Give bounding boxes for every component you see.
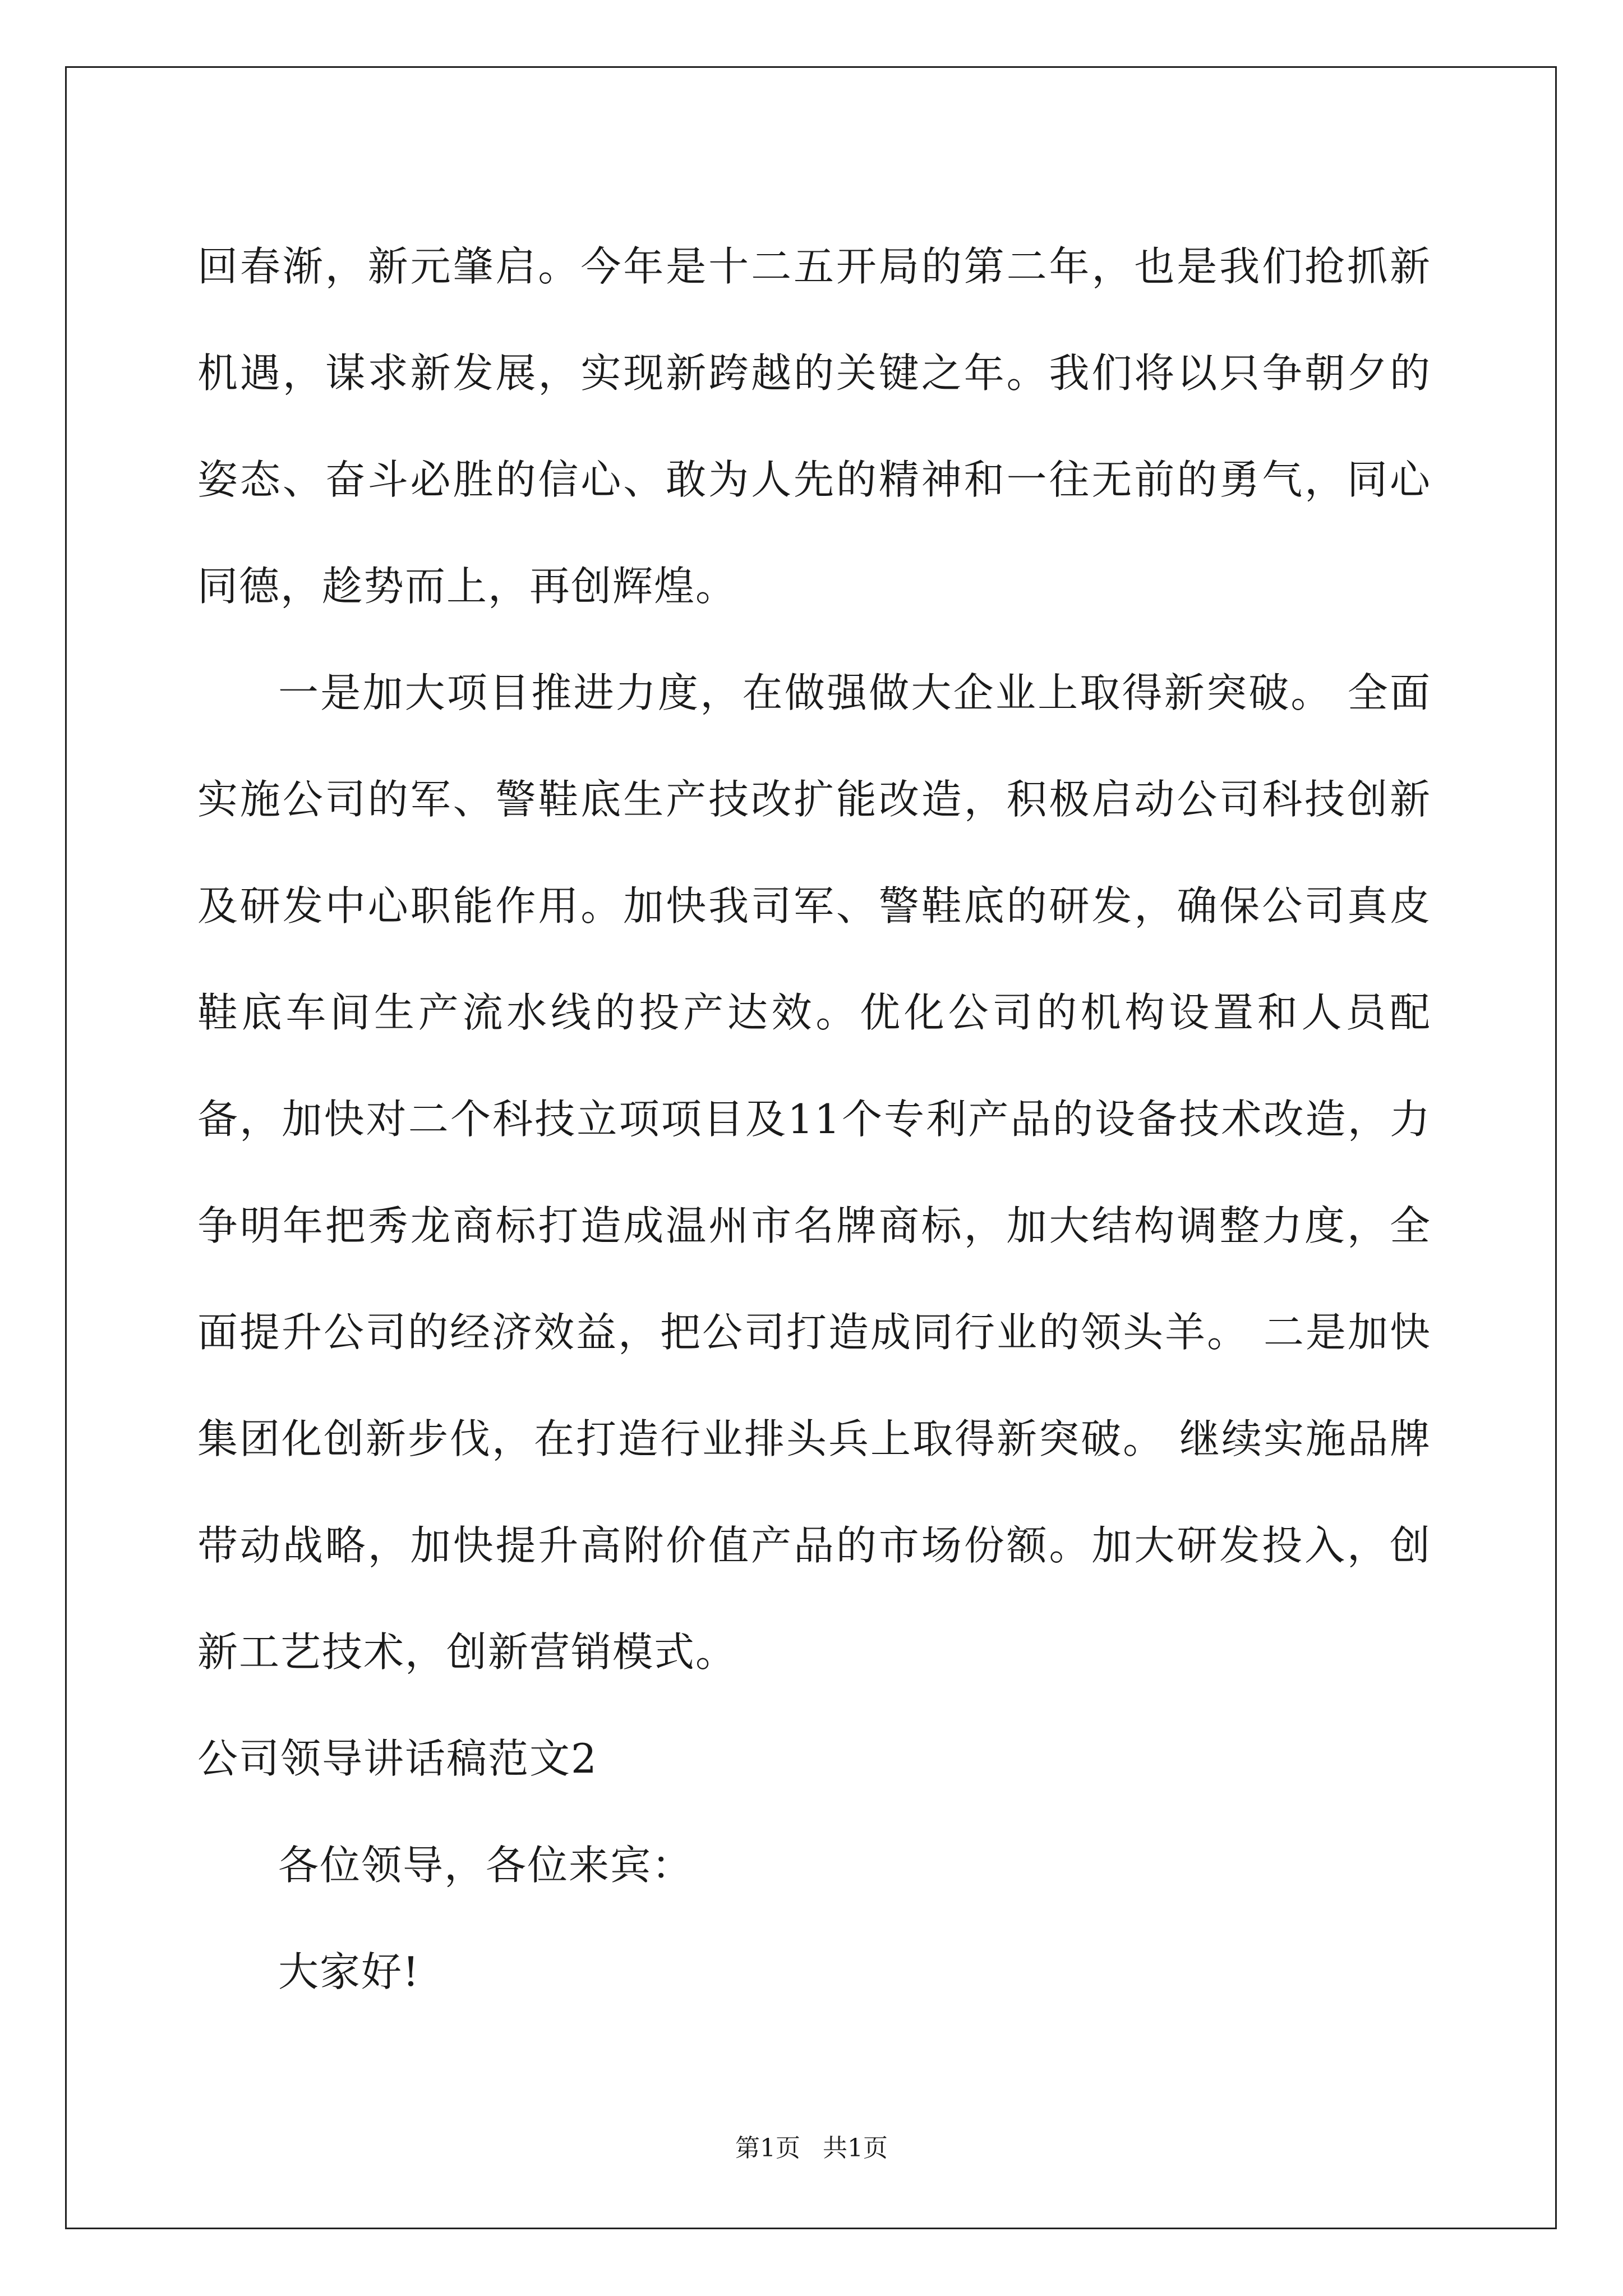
greeting: 各位领导，各位来宾：: [278, 1842, 694, 1889]
document-body: [197, 213, 1431, 2025]
page-footer: [0, 2132, 1623, 2165]
page-number: 第1页: [735, 2134, 800, 2162]
paragraph-intro: 回春渐，新元肇启。今年是十二五开局的第二年，也是我们抢抓新机遇，谋求新发展，实现新跨越的关键之年。我们将以只争朝夕的姿态、奋斗必胜的信心、敢为人先的精神和一往无前的勇气，同心同德，趁势而上，再创辉煌。: [197, 243, 1431, 610]
section-title: 公司领导讲话稿范文2: [197, 1735, 598, 1782]
paragraph-points: 一是加大项目推进力度，在做强做大企业上取得新突破。 全面实施公司的军、警鞋底生产技改扩能改造，积极启动公司科技创新及研发中心职能作用。加快我司军、警鞋底的研发，确保公司真皮鞋底车间生产流水线的投产达效。优化公司的机构设置和人员配备，加快对二个科技立项项目及11个专利产品的设备技术改造，力争明年把秀龙商标打造成温州市名牌商标，加大结构调整力度，全面提升公司的经济效益，把公司打造成同行业的领头羊。 二是加快集团化创新步伐，在打造行业排头兵上取得新突破。 继续实施品牌带动战略，加快提升高附价值产品的市场份额。加大研发投入，创新工艺技术，创新营销模式。: [197, 669, 1431, 1676]
page-total: 共1页: [823, 2134, 888, 2162]
salutation: 大家好!: [278, 1948, 420, 1995]
